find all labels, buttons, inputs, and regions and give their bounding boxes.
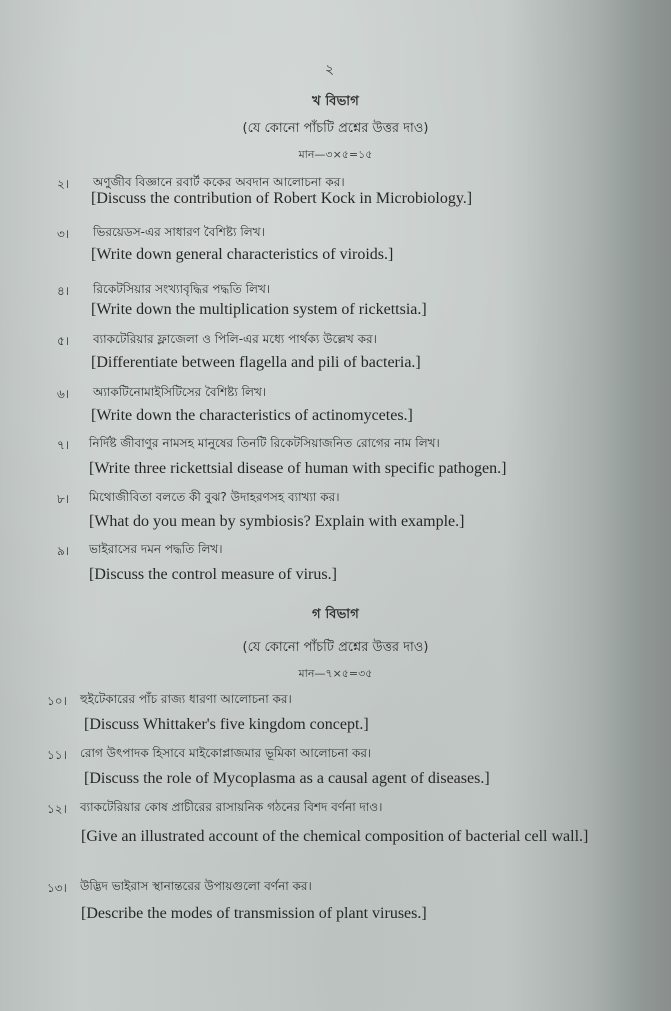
question-english: [Write down the multiplication system of rickettsia.] xyxy=(91,301,427,318)
question-english: [What do you mean by symbiosis? Explain with example.] xyxy=(89,513,465,530)
question-number: ১১। xyxy=(47,748,67,762)
question-bengali: ভিরয়েডস-এর সাধারণ বৈশিষ্ট্য লিখ। xyxy=(93,225,265,239)
page-number: ২ xyxy=(325,63,335,78)
question-english: [Describe the modes of transmission of plant viruses.] xyxy=(81,905,427,922)
section-marks: মান—৩×৫=১৫ xyxy=(298,148,373,161)
question-number: ৩। xyxy=(57,227,70,241)
question-bengali: নির্দিষ্ট জীবাণুর নামসহ মানুষের তিনটি রিকেটসিয়াজনিত রোগের নাম লিখ। xyxy=(89,436,440,450)
question-bengali: রোগ উৎপাদক হিসাবে মাইকোপ্লাজমার ভূমিকা আলোচনা কর। xyxy=(80,746,372,760)
question-bengali: হুইটেকারের পাঁচ রাজ্য ধারণা আলোচনা কর। xyxy=(80,692,292,706)
question-number: ১৩। xyxy=(47,881,67,895)
section-header-kha xyxy=(0,92,671,165)
question-english: [Discuss the control measure of virus.] xyxy=(89,566,337,583)
question-number: ৬। xyxy=(57,387,70,401)
section-title: গ বিভাগ xyxy=(312,607,359,622)
section-instruction: (যে কোনো পাঁচটি প্রশ্নের উত্তর দাও) xyxy=(242,640,429,655)
question-number: ২। xyxy=(57,177,70,191)
question-number: ৪। xyxy=(57,284,70,298)
question-number: ৭। xyxy=(57,438,70,452)
question-number: ৯। xyxy=(57,544,70,558)
section-title: খ বিভাগ xyxy=(312,94,359,109)
question-english: [Write down general characteristics of viroids.] xyxy=(91,246,394,263)
question-english: [Discuss Whittaker's five kingdom concept.] xyxy=(84,716,369,733)
question-number: ৫। xyxy=(57,334,70,348)
section-header-ga xyxy=(0,605,671,684)
question-bengali: অ্যাকটিনোমাইসিটিসের বৈশিষ্ট্য লিখ। xyxy=(93,385,267,399)
question-english: [Write three rickettsial disease of human with specific pathogen.] xyxy=(89,460,507,477)
section-instruction: (যে কোনো পাঁচটি প্রশ্নের উত্তর দাও) xyxy=(242,121,429,136)
question-number: ১২। xyxy=(47,802,67,816)
question-bengali: রিকেটসিয়ার সংখ্যাবৃদ্ধির পদ্ধতি লিখ। xyxy=(93,282,271,296)
question-english: [Give an illustrated account of the chemical composition of bacterial cell wall.] xyxy=(81,828,589,845)
question-bengali: মিথোজীবিতা বলতে কী বুঝ? উদাহরণসহ ব্যাখ্যা কর। xyxy=(89,490,340,504)
question-number: ১০। xyxy=(47,694,67,708)
question-english: [Differentiate between flagella and pili of bacteria.] xyxy=(91,354,421,371)
question-bengali: উদ্ভিদ ভাইরাস স্থানান্তরের উপায়গুলো বর্ণনা কর। xyxy=(80,879,312,893)
question-bengali: ব্যাকটেরিয়ার কোষ প্রাচীরের রাসায়নিক গঠনের বিশদ বর্ণনা দাও। xyxy=(80,800,383,814)
question-bengali: ব্যাকটেরিয়ার ফ্লাজেলা ও পিলি-এর মধ্যে পার্থক্য উল্লেখ কর। xyxy=(93,332,377,346)
question-bengali: ভাইরাসের দমন পদ্ধতি লিখ। xyxy=(89,542,223,556)
question-english: [Discuss the contribution of Robert Kock in Microbiology.] xyxy=(91,190,473,207)
question-english: [Write down the characteristics of actinomycetes.] xyxy=(91,407,413,424)
section-marks: মান—৭×৫=৩৫ xyxy=(298,667,373,680)
question-english: [Discuss the role of Mycoplasma as a causal agent of diseases.] xyxy=(84,770,490,787)
question-bengali: অণুজীব বিজ্ঞানে রবার্ট ককের অবদান আলোচনা কর। xyxy=(93,175,345,189)
question-number: ৮। xyxy=(57,492,70,506)
